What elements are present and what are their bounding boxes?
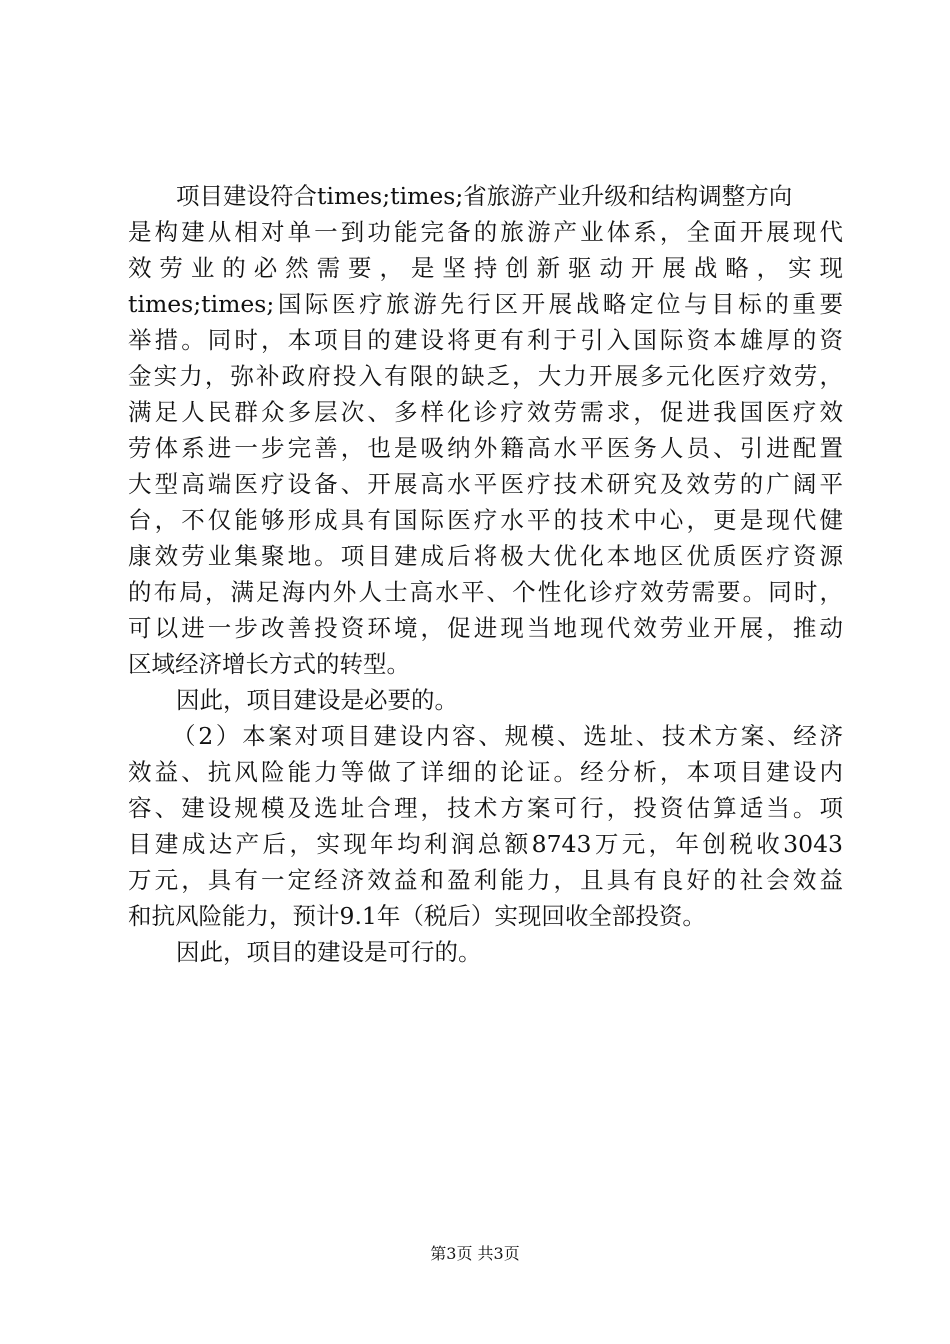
paragraph-line: 劳体系进一步完善，也是吸纳外籍高水平医务人员、引进配置 — [128, 434, 843, 462]
page-footer — [0, 1244, 950, 1264]
paragraph-line: 万元，具有一定经济效益和盈利能力，且具有良好的社会效益 — [128, 866, 843, 894]
page-total: 共3页 — [477, 1244, 520, 1263]
paragraph-line: 因此，项目的建设是可行的。 — [176, 938, 482, 966]
paragraph-line: （2）本案对项目建设内容、规模、选址、技术方案、经济 — [172, 722, 843, 750]
paragraph-line: 效益、抗风险能力等做了详细的论证。经分析，本项目建设内 — [128, 758, 843, 786]
paragraph-line: 容、建设规模及选址合理，技术方案可行，投资估算适当。项 — [128, 794, 843, 822]
paragraph-line: 项目建设符合times;times;省旅游产业升级和结构调整方向 — [176, 182, 793, 210]
paragraph-line: 是构建从相对单一到功能完备的旅游产业体系，全面开展现代 — [128, 218, 843, 246]
paragraph-line: 金实力，弥补政府投入有限的缺乏，大力开展多元化医疗效劳， — [128, 362, 843, 390]
paragraph-line: times;times;国际医疗旅游先行区开展战略定位与目标的重要 — [128, 290, 843, 318]
paragraph-line: 满足人民群众多层次、多样化诊疗效劳需求，促进我国医疗效 — [128, 398, 843, 426]
paragraph-line: 因此，项目建设是必要的。 — [176, 686, 458, 714]
paragraph-line: 目建成达产后，实现年均利润总额8743万元，年创税收3043 — [128, 830, 843, 858]
paragraph-line: 效劳业的必然需要，是坚持创新驱动开展战略，实现 — [128, 254, 843, 282]
page-number: 第3页 — [430, 1244, 473, 1263]
paragraph-line: 的布局，满足海内外人士高水平、个性化诊疗效劳需要。同时， — [128, 578, 843, 606]
paragraph-line: 台，不仅能够形成具有国际医疗水平的技术中心，更是现代健 — [128, 506, 843, 534]
paragraph-line: 区域经济增长方式的转型。 — [128, 650, 410, 678]
paragraph-line: 可以进一步改善投资环境，促进现当地现代效劳业开展，推动 — [128, 614, 843, 642]
paragraph-line: 举措。同时，本项目的建设将更有利于引入国际资本雄厚的资 — [128, 326, 843, 354]
paragraph-line: 大型高端医疗设备、开展高水平医疗技术研究及效劳的广阔平 — [128, 470, 843, 498]
paragraph-line: 康效劳业集聚地。项目建成后将极大优化本地区优质医疗资源 — [128, 542, 843, 570]
paragraph-line: 和抗风险能力，预计9.1年（税后）实现回收全部投资。 — [128, 902, 706, 930]
